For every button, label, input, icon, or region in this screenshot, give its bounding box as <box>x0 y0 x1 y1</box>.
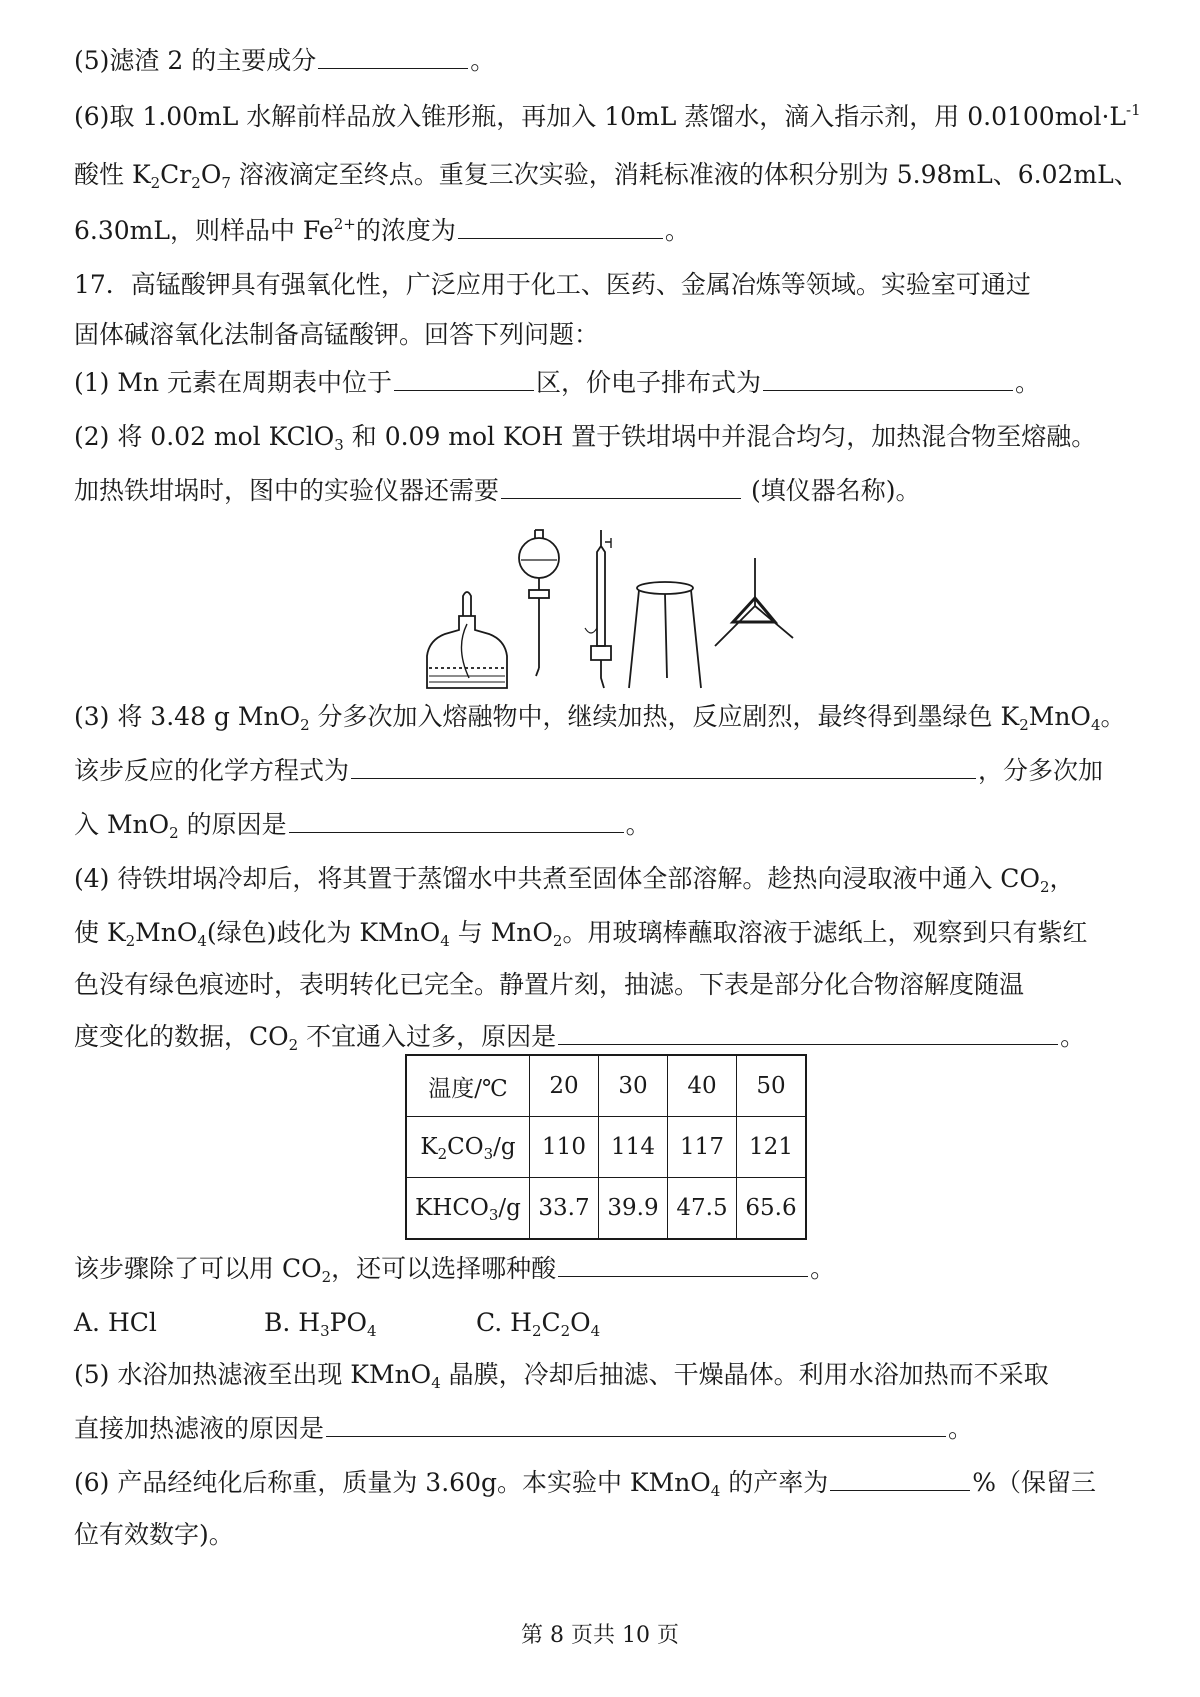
table-cell: 110 <box>530 1117 599 1178</box>
answer-blank[interactable] <box>458 214 663 239</box>
q16-part6-line1: (6)取 1.00mL 水解前样品放入锥形瓶，再加入 10mL 蒸馏水，滴入指示剂，用 $0.0100mol\cdot L^{-1}$ <box>74 101 1141 131</box>
solubility-table <box>405 1054 807 1240</box>
q17-part5-line1: (5) 水浴加热滤液至出现 KMnO$_4$ 晶膜，冷却后抽滤、干燥晶体。利用水浴加热而不采取 <box>74 1360 1049 1392</box>
lab-apparatus-figure <box>415 528 795 698</box>
table-cell: 39.9 <box>599 1178 668 1240</box>
q17-part6-line1: (6) 产品经纯化后称重，质量为 3.60g。本实验中 KMnO$_4$ 的产率为 %（保留三 <box>74 1468 1097 1500</box>
q17-acid-question: 该步骤除了可以用 $CO_2$，还可以选择哪种酸 。 <box>74 1254 836 1286</box>
table-cell: 114 <box>599 1117 668 1178</box>
table-cell: 117 <box>668 1117 737 1178</box>
q16-part6-line2: 酸性 $K_2Cr_2O_7$ 溶液滴定至终点。重复三次实验，消耗标准液的体积分别为 5.98mL、6.02mL、 <box>74 160 1139 192</box>
answer-blank[interactable] <box>763 366 1013 391</box>
table-cell: 47.5 <box>668 1178 737 1240</box>
q17-part4-line1: (4) 待铁坩埚冷却后，将其置于蒸馏水中共煮至固体全部溶解。趁热向浸取液中通入 $CO_2$， <box>74 864 1075 896</box>
q17-part5-line2: 直接加热滤液的原因是 。 <box>74 1414 974 1443</box>
table-cell: 33.7 <box>530 1178 599 1240</box>
answer-blank[interactable] <box>501 474 741 499</box>
separatory-funnel-icon <box>519 530 559 676</box>
answer-blank[interactable] <box>558 1020 1058 1045</box>
answer-blank[interactable] <box>318 44 468 69</box>
q17-options <box>74 1306 1140 1340</box>
alcohol-lamp-icon <box>427 592 507 688</box>
answer-blank[interactable] <box>830 1466 970 1491</box>
q17-part2-line1: (2) 将 0.02 mol KClO$_3$ 和 0.09 mol KOH 置于铁坩埚中并混合均匀，加热混合物至熔融。 <box>74 422 1097 454</box>
q17-part3-line2: 该步反应的化学方程式为 ，分多次加 <box>74 756 1104 785</box>
table-row-label-khco3: $KHCO_3/g$ <box>406 1178 530 1240</box>
table-row <box>406 1117 806 1178</box>
q17-part3-line1: (3) 将 3.48 g MnO$_2$ 分多次加入熔融物中，继续加热，反应剧烈，最终得到墨绿色 $K_2MnO_4$。 <box>74 702 1126 734</box>
q16-part6-line3: 6.30mL，则样品中 $Fe^{2+}$的浓度为 。 <box>74 215 690 245</box>
table-cell: 30 <box>599 1055 668 1117</box>
option-c[interactable]: C. $H_2C_2O_4$ <box>476 1308 601 1340</box>
q17-part4-line2: 使 $K_2MnO_4$(绿色)歧化为 KMnO$_4$ 与 MnO$_2$。用玻璃棒蘸取溶液于滤纸上，观察到只有紫红 <box>74 918 1088 950</box>
answer-blank[interactable] <box>351 754 976 779</box>
q17-part2-line2: 加热铁坩埚时，图中的实验仪器还需要 (填仪器名称)。 <box>74 476 921 505</box>
table-row <box>406 1055 806 1117</box>
q17-part4-line4: 度变化的数据，$CO_2$ 不宜通入过多，原因是 。 <box>74 1022 1086 1054</box>
table-cell: 65.6 <box>737 1178 807 1240</box>
option-b[interactable]: B. $H_3PO_4$ <box>264 1308 377 1340</box>
q17-part1: (1) Mn 元素在周期表中位于 区，价电子排布式为 。 <box>74 368 1041 397</box>
q17-intro-line1: 17．高锰酸钾具有强氧化性，广泛应用于化工、医药、金属冶炼等领域。实验室可通过 <box>74 270 1031 299</box>
answer-blank[interactable] <box>558 1252 808 1277</box>
table-cell: 40 <box>668 1055 737 1117</box>
q17-part3-line3: 入 MnO$_2$ 的原因是 。 <box>74 810 651 842</box>
page-number: 第 8 页共 10 页 <box>521 1623 679 1648</box>
tripod-icon <box>629 582 701 688</box>
q17-part4-line3: 色没有绿色痕迹时，表明转化已完全。静置片刻，抽滤。下表是部分化合物溶解度随温 <box>74 970 1025 999</box>
q17-part6-line2: 位有效数字)。 <box>74 1520 234 1549</box>
table-row <box>406 1178 806 1240</box>
q16-part5: (5)滤渣 2 的主要成分 。 <box>74 46 496 75</box>
table-row-label-k2co3: $K_2CO_3/g$ <box>406 1117 530 1178</box>
q17-intro-line2: 固体碱溶氧化法制备高锰酸钾。回答下列问题： <box>74 320 600 349</box>
answer-blank[interactable] <box>289 808 624 833</box>
table-cell: 121 <box>737 1117 807 1178</box>
table-cell: 20 <box>530 1055 599 1117</box>
burette-icon <box>585 530 611 688</box>
answer-blank[interactable] <box>326 1412 946 1437</box>
table-header-temperature: 温度/℃ <box>406 1055 530 1117</box>
answer-blank[interactable] <box>394 366 534 391</box>
option-a[interactable]: A. HCl <box>74 1308 157 1337</box>
table-cell: 50 <box>737 1055 807 1117</box>
clay-triangle-icon <box>715 558 793 646</box>
